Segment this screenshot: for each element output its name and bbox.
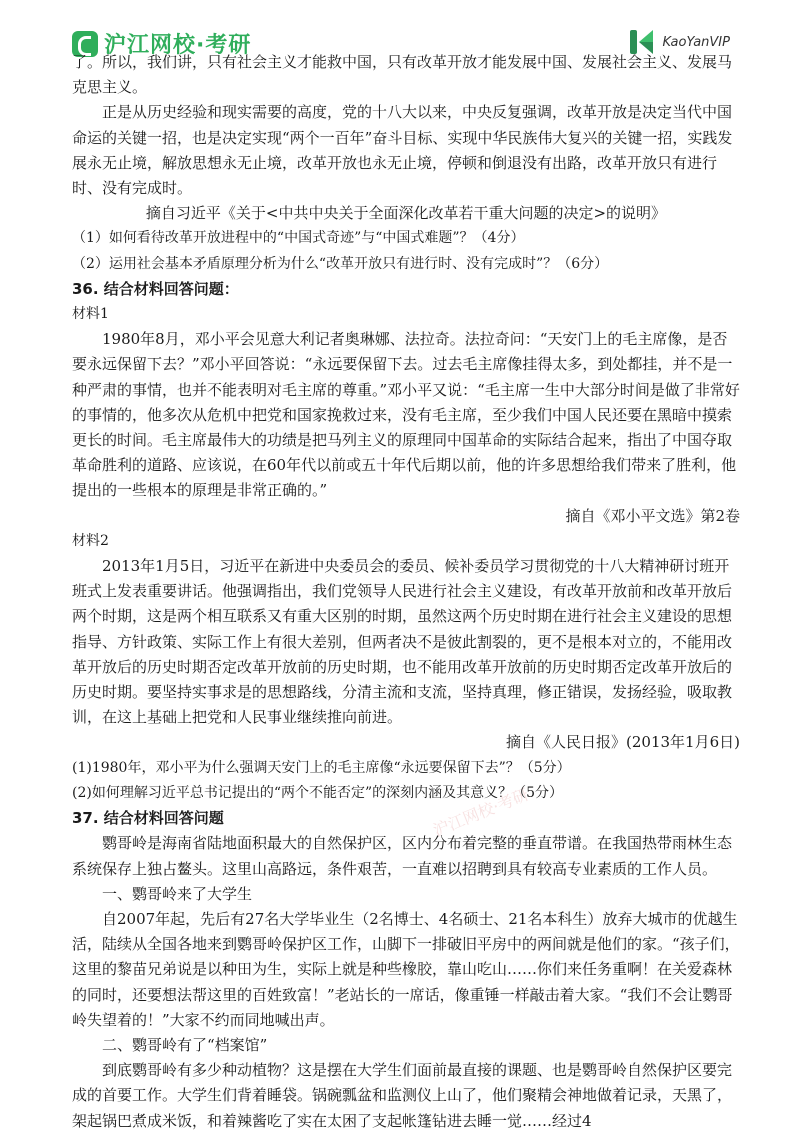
sub-question: (2)如何理解习近平总书记提出的“两个不能否定”的深刻内涵及其意义？（5分） [72,784,564,801]
citation: 摘自《人民日报》(2013年1月6日) [506,733,740,752]
citation: 摘自习近平《关于<中共中央关于全面深化改革若干重大问题的决定>的说明》 [145,204,667,223]
paragraph: 二、鹦哥岭有了“档案馆” [102,1035,268,1054]
paragraph: 到底鹦哥岭有多少种动植物？这是摆在大学生们面前最直接的课题、也是鹦哥岭自然保护区要完成的首要工作。大学生们背着睡袋。锅碗瓢盆和监测仪上山了，他们聚精会神地做着记录，天黑了，架起锅巴煮成米饭，和着辣酱吃了实在太困了支起帐篷钻进去睡一觉……经过4 [72,1061,733,1130]
paragraph: 鹦哥岭是海南省陆地面积最大的自然保护区，区内分布着完整的垂直带谱。在我国热带雨林生态系统保存上独占鳌头。这里山高路远，条件艰苦，一直难以招聘到具有较高专业素质的工作人员。 [72,834,733,878]
paragraph: 1980年8月，邓小平会见意大利记者奥琳娜、法拉奇。法拉奇问：“天安门上的毛主席像，是否要永远保留下去？”邓小平回答说：“永远要保留下去。过去毛主席像挂得太多，到处都挂，并不是一种严肃的事情，也并不能表明对毛主席的尊重。”邓小平又说：“毛主席一生中大部分时间是做了非常好的事情的，他多次从危机中把党和国家挽救过来，没有毛主席，至少我们中国人民还要在黑暗中摸索更长的时间。毛主席最伟大的功绩是把马列主义的原理同中国革命的实际结合起来，指出了中国夺取革命胜利的道路、应该说，在60年代以前或五十年代后期以前，他的许多思想给我们带来了胜利，他提出的一些根本的原理是非常正确的。” [72,330,740,500]
paragraph: 2013年1月5日，习近平在新进中央委员会的委员、候补委员学习贯彻党的十八大精神研讨班开班式上发表重要讲话。他强调指出，我们党领导人民进行社会主义建设，有改革开放前和改革开放后两个时期，这是两个相互联系又有重大区别的时期，虽然这两个历史时期在进行社会主义建设的思想指导、方针政策、实际工作上有很大差别，但两者决不是彼此割裂的，更不是根本对立的，不能用改革开放后的历史时期否定改革开放前的历史时期，也不能用改革开放前的历史时期否定改革开放后的历史时期。要坚持实事求是的思想路线，分清主流和支流，坚持真理，修正错误，发扬经验，吸取教训，在这上基础上把党和人民事业继续推向前进。 [72,557,733,727]
citation: 摘自《邓小平文选》第2卷 [565,506,740,525]
paragraph: 自2007年起，先后有27名大学毕业生（2名博士、4名硕士、21名本科生）放弃大城市的优越生活，陆续从全国各地来到鹦哥岭保护区工作，山脚下一排破旧平房中的两间就是他们的家。“孩子们，这里的黎苗兄弟说是以种田为生，实际上就是种些橡胶，靠山吃山……你们来任务重啊！在关爱森林的同时，还要想法帮这里的百姓致富！”老站长的一席话，像重锤一样敲击着大家。“我们不会让鹦哥岭失望着的！”大家不约而同地喊出声。 [72,909,740,1029]
material-label: 材料1 [72,306,109,323]
hujiang-logo-text: 沪江网校·考研 [104,33,252,58]
kaoyanvip-logo-text: KaoYanVIP [662,34,730,50]
page-header [0,0,800,56]
paragraph: 一、鹦哥岭来了大学生 [102,884,253,903]
question-heading: 37. 结合材料回答问题 [72,809,224,828]
paragraph: 了。所以，我们讲，只有社会主义才能救中国，只有改革开放才能发展中国、发展社会主义、发展马克思主义。 [72,53,733,97]
sub-question: (1)1980年，邓小平为什么强调天安门上的毛主席像“永远要保留下去”？（5分） [72,759,571,776]
watermark: 沪江网校·考研 [430,784,532,841]
question-heading: 36. 结合材料回答问题： [72,279,239,298]
paragraph: 正是从历史经验和现实需要的高度，党的十八大以来，中央反复强调，改革开放是决定当代中国命运的关键一招，也是决定实现“两个一百年”奋斗目标、实现中华民族伟大复兴的关键一招，实践发展永无止境，解放思想永无止境，改革开放也永无止境，停顿和倒退没有出路，改革开放只有进行时、没有完成时。 [72,103,733,198]
material-label: 材料2 [72,532,109,549]
sub-question: （2）运用社会基本矛盾原理分析为什么“改革开放只有进行时、没有完成时”？（6分） [72,255,609,272]
document-body [72,50,740,1134]
sub-question: （1）如何看待改革开放进程中的“中国式奇迹”与“中国式难题”？（4分） [72,230,525,247]
